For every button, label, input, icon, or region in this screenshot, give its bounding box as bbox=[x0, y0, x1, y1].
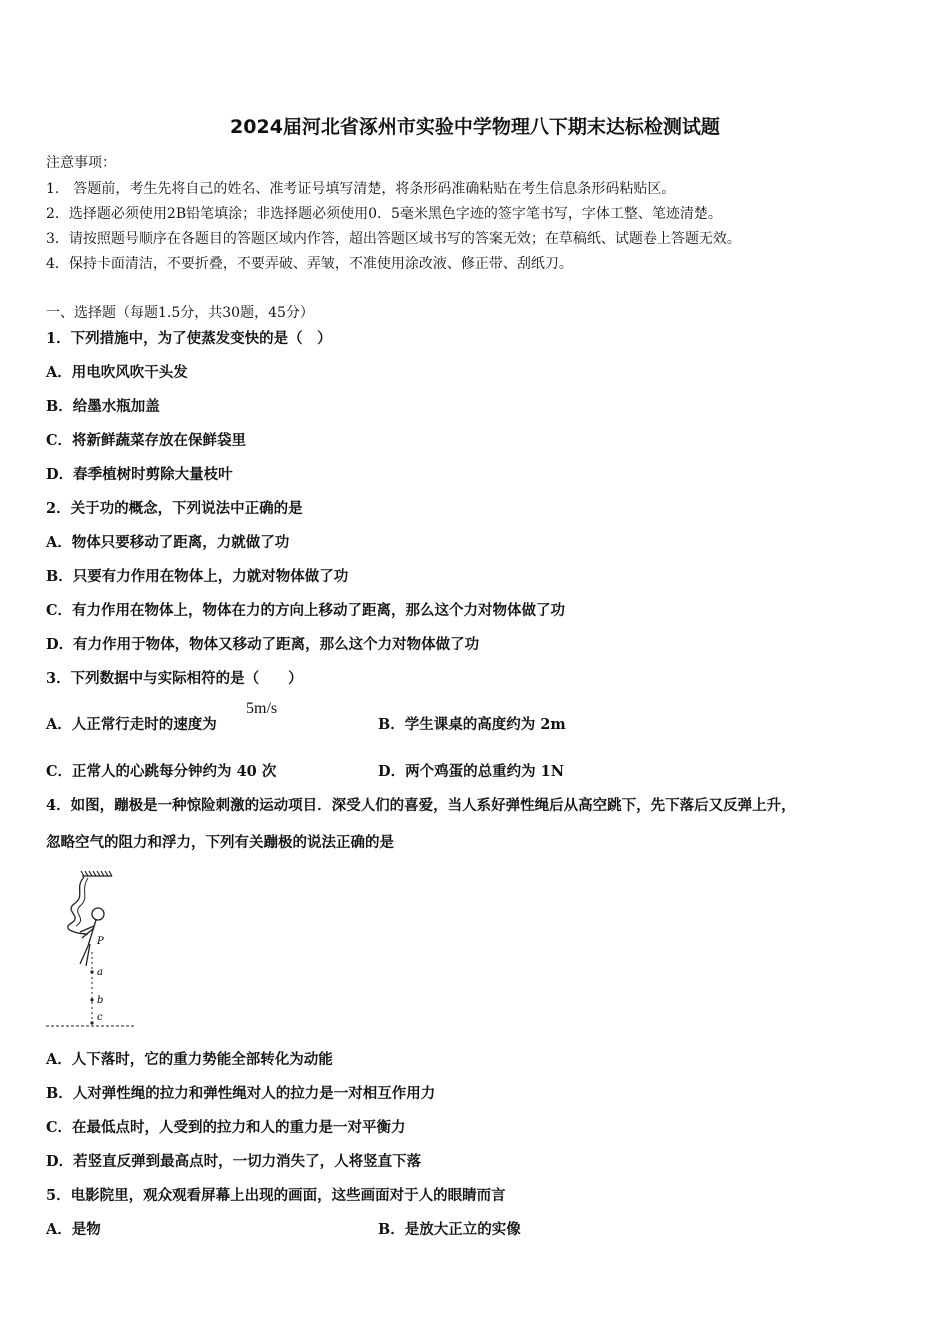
option-b: B．人对弹性绳的拉力和弹性绳对人的拉力是一对相互作用力 bbox=[46, 1085, 436, 1102]
section-heading: 一、选择题（每题1.5分，共30题，45分） bbox=[46, 305, 314, 321]
option-d: D．有力作用于物体，物体又移动了距离，那么这个力对物体做了功 bbox=[46, 636, 480, 653]
option-a: A．人正常行走时的速度为 bbox=[46, 716, 217, 733]
option-a: A．是物 bbox=[46, 1221, 101, 1238]
option-b: B．给墨水瓶加盖 bbox=[46, 398, 160, 415]
notice-item: 2．选择题必须使用2B铅笔填涂；非选择题必须使用0．5毫米黑色字迹的签字笔书写，字体工整、笔迹清楚。 bbox=[46, 206, 722, 222]
label-a: a bbox=[97, 967, 103, 978]
option-c: C．正常人的心跳每分钟约为 40 次 bbox=[46, 763, 277, 780]
jumper-head bbox=[92, 908, 104, 920]
notice-item: 4．保持卡面清洁，不要折叠，不要弄破、弄皱，不准使用涂改液、修正带、刮纸刀。 bbox=[46, 256, 573, 272]
question-stem: 4．如图，蹦极是一种惊险刺激的运动项目．深受人们的喜爱，当人系好弹性绳后从高空跳下，先下落后又反弹上升， bbox=[46, 797, 796, 814]
question-stem: 1．下列措施中，为了使蒸发变快的是（ ） bbox=[46, 330, 332, 347]
label-b: b bbox=[97, 995, 104, 1006]
option-d: D．春季植树时剪除大量枝叶 bbox=[46, 466, 233, 483]
option-b: B．是放大正立的实像 bbox=[378, 1221, 521, 1238]
option-d: D．两个鸡蛋的总重约为 1N bbox=[378, 763, 564, 780]
notice-heading: 注意事项： bbox=[46, 155, 116, 171]
question-stem: 2．关于功的概念，下列说法中正确的是 bbox=[46, 500, 303, 517]
page-title: 2024届河北省涿州市实验中学物理八下期末达标检测试题 bbox=[230, 116, 720, 138]
option-c: C．有力作用在物体上，物体在力的方向上移动了距离，那么这个力对物体做了功 bbox=[46, 602, 566, 619]
jumper-body bbox=[80, 920, 96, 966]
option-b: B．学生课桌的高度约为 2m bbox=[378, 716, 566, 733]
notice-item: 3．请按照题号顺序在各题目的答题区域内作答，超出答题区域书写的答案无效；在草稿纸、试题卷上答题无效。 bbox=[46, 231, 741, 247]
question-stem-continued: 忽略空气的阻力和浮力，下列有关蹦极的说法正确的是 bbox=[46, 834, 394, 851]
label-p: P bbox=[97, 936, 104, 947]
option-d: D．若竖直反弹到最高点时，一切力消失了，人将竖直下落 bbox=[46, 1153, 422, 1170]
option-a: A．物体只要移动了距离，力就做了功 bbox=[46, 534, 290, 551]
option-c: C．在最低点时，人受到的拉力和人的重力是一对平衡力 bbox=[46, 1119, 406, 1136]
label-c: c bbox=[97, 1012, 103, 1023]
notice-item: 1. 答题前，考生先将自己的姓名、准考证号填写清楚，将条形码准确粘贴在考生信息条形码粘贴区。 bbox=[46, 181, 676, 197]
ceiling-hatch bbox=[81, 871, 112, 876]
option-b: B．只要有力作用在物体上，力就对物体做了功 bbox=[46, 568, 349, 585]
speed-unit: 5m/s bbox=[246, 700, 278, 717]
option-a: A．用电吹风吹干头发 bbox=[46, 364, 188, 381]
bungee-figure bbox=[44, 868, 139, 1030]
option-c: C．将新鲜蔬菜存放在保鲜袋里 bbox=[46, 432, 247, 449]
question-stem: 3．下列数据中与实际相符的是（ ） bbox=[46, 670, 303, 687]
question-stem: 5．电影院里，观众观看屏幕上出现的画面，这些画面对于人的眼睛而言 bbox=[46, 1187, 506, 1204]
option-a: A．人下落时，它的重力势能全部转化为动能 bbox=[46, 1051, 333, 1068]
